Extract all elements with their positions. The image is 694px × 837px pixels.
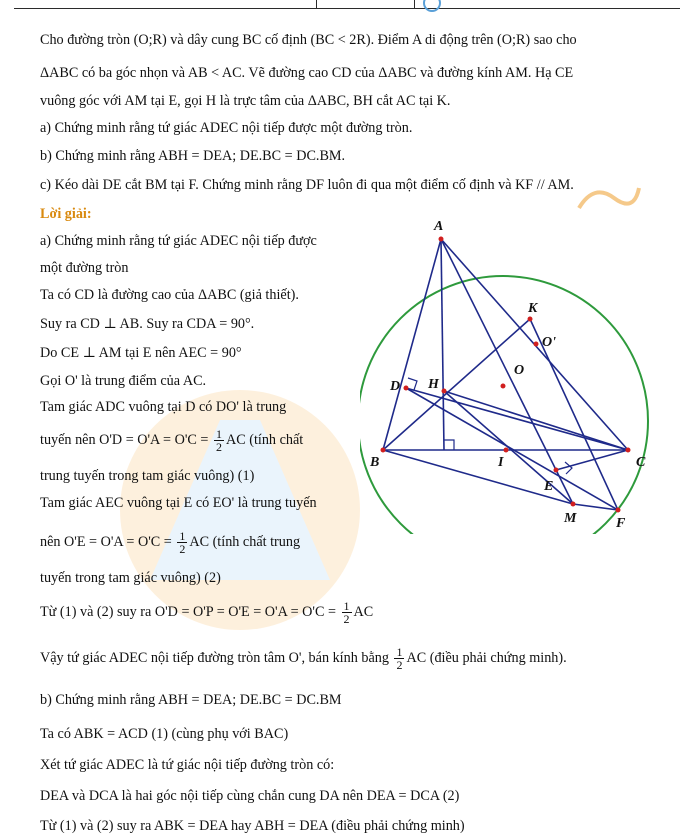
circle-O <box>360 276 648 534</box>
label-I: I <box>498 455 504 470</box>
right-angle-marks <box>408 378 572 474</box>
solution-a-line-9 <box>40 530 300 555</box>
logo-icon <box>423 0 441 12</box>
problem-line-3: vuông góc với AM tại E, gọi H là trực tâm của ΔABC, BH cắt AC tại K. <box>40 93 451 109</box>
a12-lhs: Vậy tứ giác ADEC nội tiếp đường tròn tâm O', bán kính bằng <box>40 649 393 666</box>
fraction-half: $\frac{1}{2}$ <box>343 599 350 626</box>
problem-part-c: c) Kéo dài DE cắt BM tại F. Chứng minh rằng DF luôn đi qua một điểm cố định và KF // AM. <box>40 177 574 193</box>
solution-a-line-8: Tam giác AEC vuông tại E có EO' là trung tuyến <box>40 495 317 511</box>
label-D: D <box>390 379 401 394</box>
label-O: O <box>514 363 525 378</box>
label-H: H <box>428 377 439 392</box>
part-b-title: b) Chứng minh rằng ABH = DEA; DE.BC = DC.BM <box>40 692 342 708</box>
solution-a-line-12 <box>40 646 567 671</box>
fraction-half: $\frac{1}{2}$ <box>179 529 186 556</box>
a9-lhs: nên O'E = O'A = O'C = <box>40 533 176 550</box>
solution-b-line-4: Từ (1) và (2) suy ra ABK = DEA hay ABH = DEA (điều phải chứng minh) <box>40 818 465 834</box>
fraction-half: $\frac{1}{2}$ <box>396 645 403 672</box>
part-a-title-1: a) Chứng minh rằng tứ giác ADEC nội tiếp được <box>40 233 317 249</box>
solution-a-line-7: trung tuyến trong tam giác vuông) (1) <box>40 468 255 484</box>
a9-rhs: AC (tính chất trung <box>189 533 301 550</box>
solution-a-line-10: tuyến trong tam giác vuông) (2) <box>40 570 221 586</box>
label-K: K <box>528 301 538 316</box>
figure-points <box>381 237 631 513</box>
solution-a-line-3: Do CE ⊥ AM tại E nên AEC = 90° <box>40 345 242 361</box>
page-header-rule <box>0 0 694 10</box>
problem-line-2: ΔABC có ba góc nhọn và AB < AC. Vẽ đường cao CD của ΔABC và đường kính AM. Hạ CE <box>40 65 574 81</box>
solution-a-line-2: Suy ra CD ⊥ AB. Suy ra CDA = 90°. <box>40 316 255 332</box>
fraction-half: $\frac{1}{2}$ <box>215 427 222 454</box>
label-E: E <box>544 479 554 494</box>
a6-rhs: AC (tính chất <box>225 431 304 448</box>
a12-rhs: AC (điều phải chứng minh). <box>406 649 567 666</box>
part-a-title-2: một đường tròn <box>40 260 129 276</box>
figure-labels <box>369 219 646 531</box>
solution-a-line-5: Tam giác ADC vuông tại D có DO' là trung <box>40 399 287 415</box>
geometry-figure <box>360 214 660 534</box>
label-O-prime: O' <box>542 335 556 350</box>
solution-b-line-3: DEA và DCA là hai góc nội tiếp cùng chắn cung DA nên DEA = DCA (2) <box>40 788 460 804</box>
solution-a-line-11 <box>40 600 373 625</box>
solution-a-line-1: Ta có CD là đường cao của ΔABC (giả thiết). <box>40 287 299 303</box>
a6-lhs: tuyến nên O'D = O'A = O'C = <box>40 431 212 448</box>
label-B: B <box>370 455 380 470</box>
solution-b-line-2: Xét tứ giác ADEC là tứ giác nội tiếp đường tròn có: <box>40 757 335 773</box>
solution-header: Lời giải: <box>40 206 92 222</box>
solution-a-line-4: Gọi O' là trung điểm của AC. <box>40 373 207 389</box>
label-C: C <box>636 455 646 470</box>
solution-b-line-1: Ta có ABK = ACD (1) (cùng phụ với BAC) <box>40 726 289 742</box>
a11-rhs: AC <box>353 603 374 620</box>
figure-lines <box>383 239 628 510</box>
a11-lhs: Từ (1) và (2) suy ra O'D = O'P = O'E = O'A = O'C = <box>40 603 340 620</box>
label-F: F <box>616 516 626 531</box>
problem-part-b: b) Chứng minh rằng ABH = DEA; DE.BC = DC.BM. <box>40 148 346 164</box>
problem-line-1: Cho đường tròn (O;R) và dây cung BC cố định (BC < 2R). Điểm A di động trên (O;R) sao cho <box>40 32 577 48</box>
label-A: A <box>434 219 444 234</box>
problem-part-a: a) Chứng minh rằng tứ giác ADEC nội tiếp được một đường tròn. <box>40 120 413 136</box>
label-M: M <box>564 511 577 526</box>
solution-a-line-6 <box>40 428 303 453</box>
